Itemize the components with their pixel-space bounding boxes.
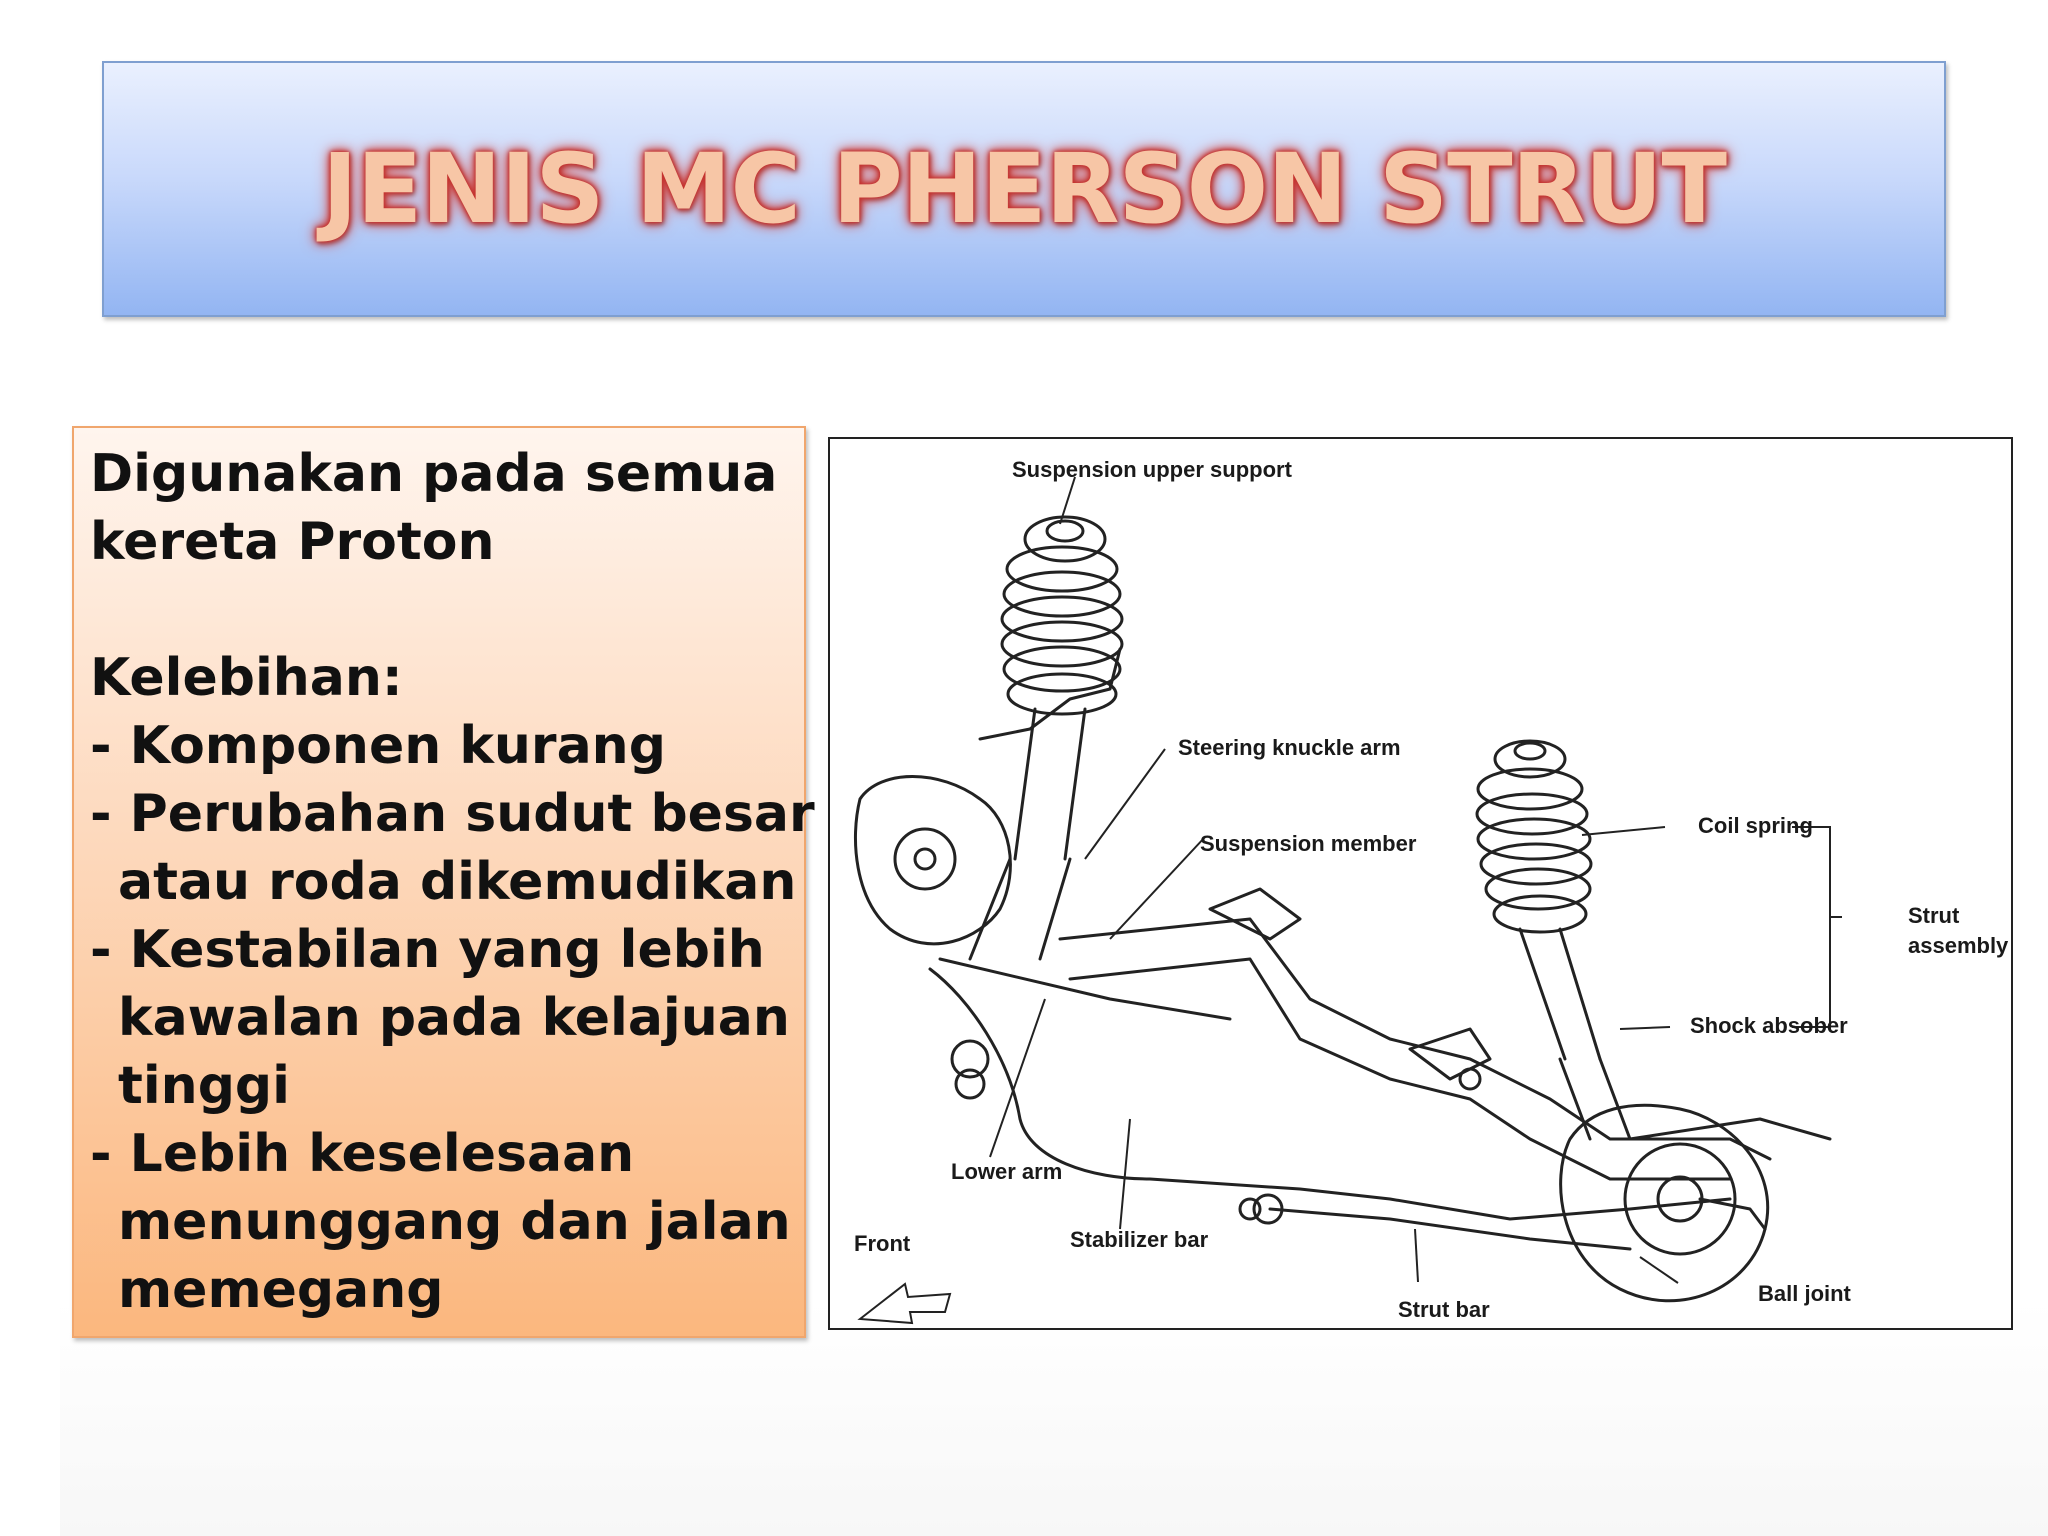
label-front: Front (854, 1231, 911, 1256)
label-steering-knuckle-arm: Steering knuckle arm (1178, 735, 1401, 760)
body-line: Digunakan pada semua (90, 444, 778, 504)
body-line: memegang (118, 1260, 444, 1320)
body-line: atau roda dikemudikan (118, 852, 797, 912)
label-assembly: assembly (1908, 933, 2009, 958)
slide-title: JENIS MC PHERSON STRUT (321, 133, 1727, 245)
text-panel (72, 426, 815, 1338)
body-line: menunggang dan jalan (118, 1192, 791, 1252)
body-line: - Kestabilan yang lebih (90, 920, 765, 980)
left-coil-spring (1002, 517, 1122, 714)
body-line: kawalan pada kelajuan (118, 988, 790, 1048)
label-ball-joint: Ball joint (1758, 1281, 1851, 1306)
title-banner (102, 61, 1946, 317)
body-line: - Komponen kurang (90, 716, 666, 776)
label-lower-arm: Lower arm (951, 1159, 1063, 1184)
label-coil-spring: Coil spring (1698, 813, 1813, 838)
front-arrow-icon (860, 1284, 950, 1323)
suspension-illustration (830, 439, 2015, 1332)
label-strut: Strut (1908, 903, 1960, 928)
body-line: tinggi (118, 1056, 290, 1116)
right-coil-spring (1477, 741, 1591, 932)
suspension-diagram (828, 437, 2013, 1330)
label-suspension-upper-support: Suspension upper support (1012, 457, 1292, 482)
label-strut-bar: Strut bar (1398, 1297, 1490, 1322)
body-line: Kelebihan: (90, 648, 403, 708)
label-shock-absorber: Shock absober (1690, 1013, 1848, 1038)
body-line: - Lebih keselesaan (90, 1124, 635, 1184)
body-line: - Perubahan sudut besar (90, 784, 815, 844)
label-suspension-member: Suspension member (1200, 831, 1417, 856)
body-line: kereta Proton (90, 512, 495, 572)
label-stabilizer-bar: Stabilizer bar (1070, 1227, 1209, 1252)
